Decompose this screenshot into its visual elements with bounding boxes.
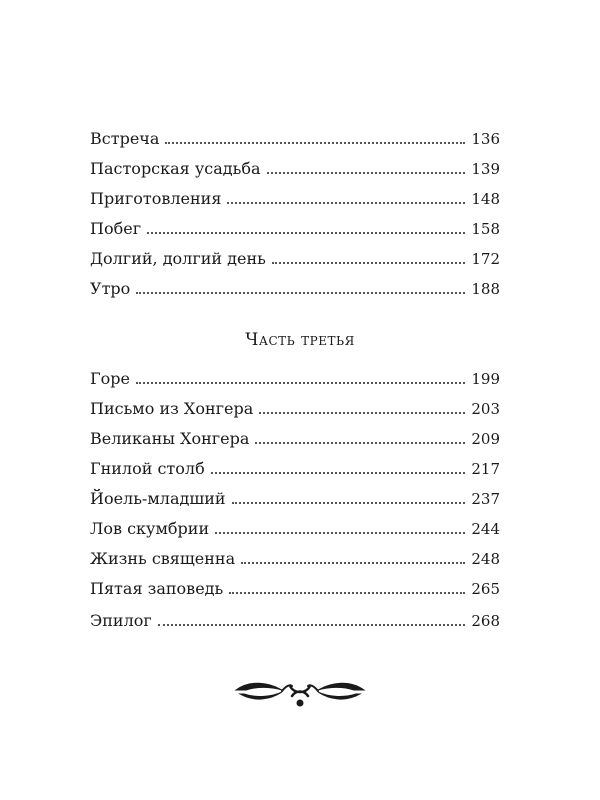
toc-leader-dots <box>267 171 466 174</box>
toc-entry-title: Приготовления <box>90 189 222 208</box>
toc-entry-title: Утро <box>90 279 131 298</box>
toc-entry[interactable] <box>90 214 500 244</box>
toc-leader-dots <box>136 381 465 384</box>
toc-entry[interactable] <box>90 154 500 184</box>
toc-entry-page: 199 <box>471 370 500 388</box>
toc-entry-title: Пятая заповедь <box>90 579 224 598</box>
toc-entry-page: 158 <box>471 220 500 238</box>
toc-entry-title: Встреча <box>90 129 160 148</box>
toc-entry-page: 265 <box>471 580 500 598</box>
toc-entry-page: 148 <box>471 190 500 208</box>
toc-entry-page: 217 <box>471 460 500 478</box>
toc-entry-page: 209 <box>471 430 500 448</box>
toc-group-epilogue <box>90 606 500 636</box>
toc-entry-page: 237 <box>471 490 500 508</box>
toc-leader-dots <box>241 561 465 564</box>
toc-leader-dots <box>259 411 465 414</box>
toc-entry[interactable] <box>90 484 500 514</box>
toc-entry-title: Пасторская усадьба <box>90 159 261 178</box>
toc-entry-title: Эпилог <box>90 611 152 630</box>
toc-entry-epilogue[interactable] <box>90 606 500 636</box>
toc-entry-title: Лов скумбрии <box>90 519 210 538</box>
toc-entry-page: 248 <box>471 550 500 568</box>
toc-leader-dots <box>136 291 465 294</box>
toc-entry-title: Гнилой столб <box>90 459 205 478</box>
toc-leader-dots <box>229 591 465 594</box>
toc-entry[interactable] <box>90 544 500 574</box>
toc-entry-page: 136 <box>471 130 500 148</box>
toc-entry-title: Долгий, долгий день <box>90 249 266 268</box>
toc-entry[interactable] <box>90 124 500 154</box>
toc-leader-dots <box>232 501 466 504</box>
toc-leader-dots <box>255 441 465 444</box>
toc-entry[interactable] <box>90 574 500 604</box>
toc-leader-dots <box>211 471 466 474</box>
toc-entry-page: 188 <box>471 280 500 298</box>
toc-entry-page: 172 <box>471 250 500 268</box>
toc-entry-title: Побег <box>90 219 142 238</box>
toc-group-part-two-end <box>90 124 500 304</box>
toc-entry-title: Великаны Хонгера <box>90 429 250 448</box>
toc-group-part-three <box>90 364 500 604</box>
toc-entry[interactable] <box>90 184 500 214</box>
toc-entry-title: Жизнь священна <box>90 549 236 568</box>
toc-entry-page: 244 <box>471 520 500 538</box>
toc-entry[interactable] <box>90 424 500 454</box>
toc-entry[interactable] <box>90 514 500 544</box>
toc-entry-page: 268 <box>471 612 500 630</box>
toc-leader-dots <box>147 231 465 234</box>
toc-entry[interactable] <box>90 244 500 274</box>
toc-leader-dots <box>165 141 465 144</box>
toc-entry[interactable] <box>90 394 500 424</box>
flourish-ornament-icon <box>230 672 370 712</box>
toc-entry-title: Йоель-младший <box>90 489 226 508</box>
toc-entry-title: Письмо из Хонгера <box>90 399 254 418</box>
part-heading: Часть третья <box>245 330 355 350</box>
toc-leader-dots <box>215 531 465 534</box>
toc-entry-page: 203 <box>471 400 500 418</box>
toc-entry[interactable] <box>90 364 500 394</box>
toc-leader-dots <box>227 201 465 204</box>
toc-entry[interactable] <box>90 454 500 484</box>
toc-leader-dots <box>158 623 466 626</box>
toc-entry-page: 139 <box>471 160 500 178</box>
toc-entry-title: Горе <box>90 369 130 388</box>
toc-leader-dots <box>272 261 466 264</box>
toc-entry[interactable] <box>90 274 500 304</box>
